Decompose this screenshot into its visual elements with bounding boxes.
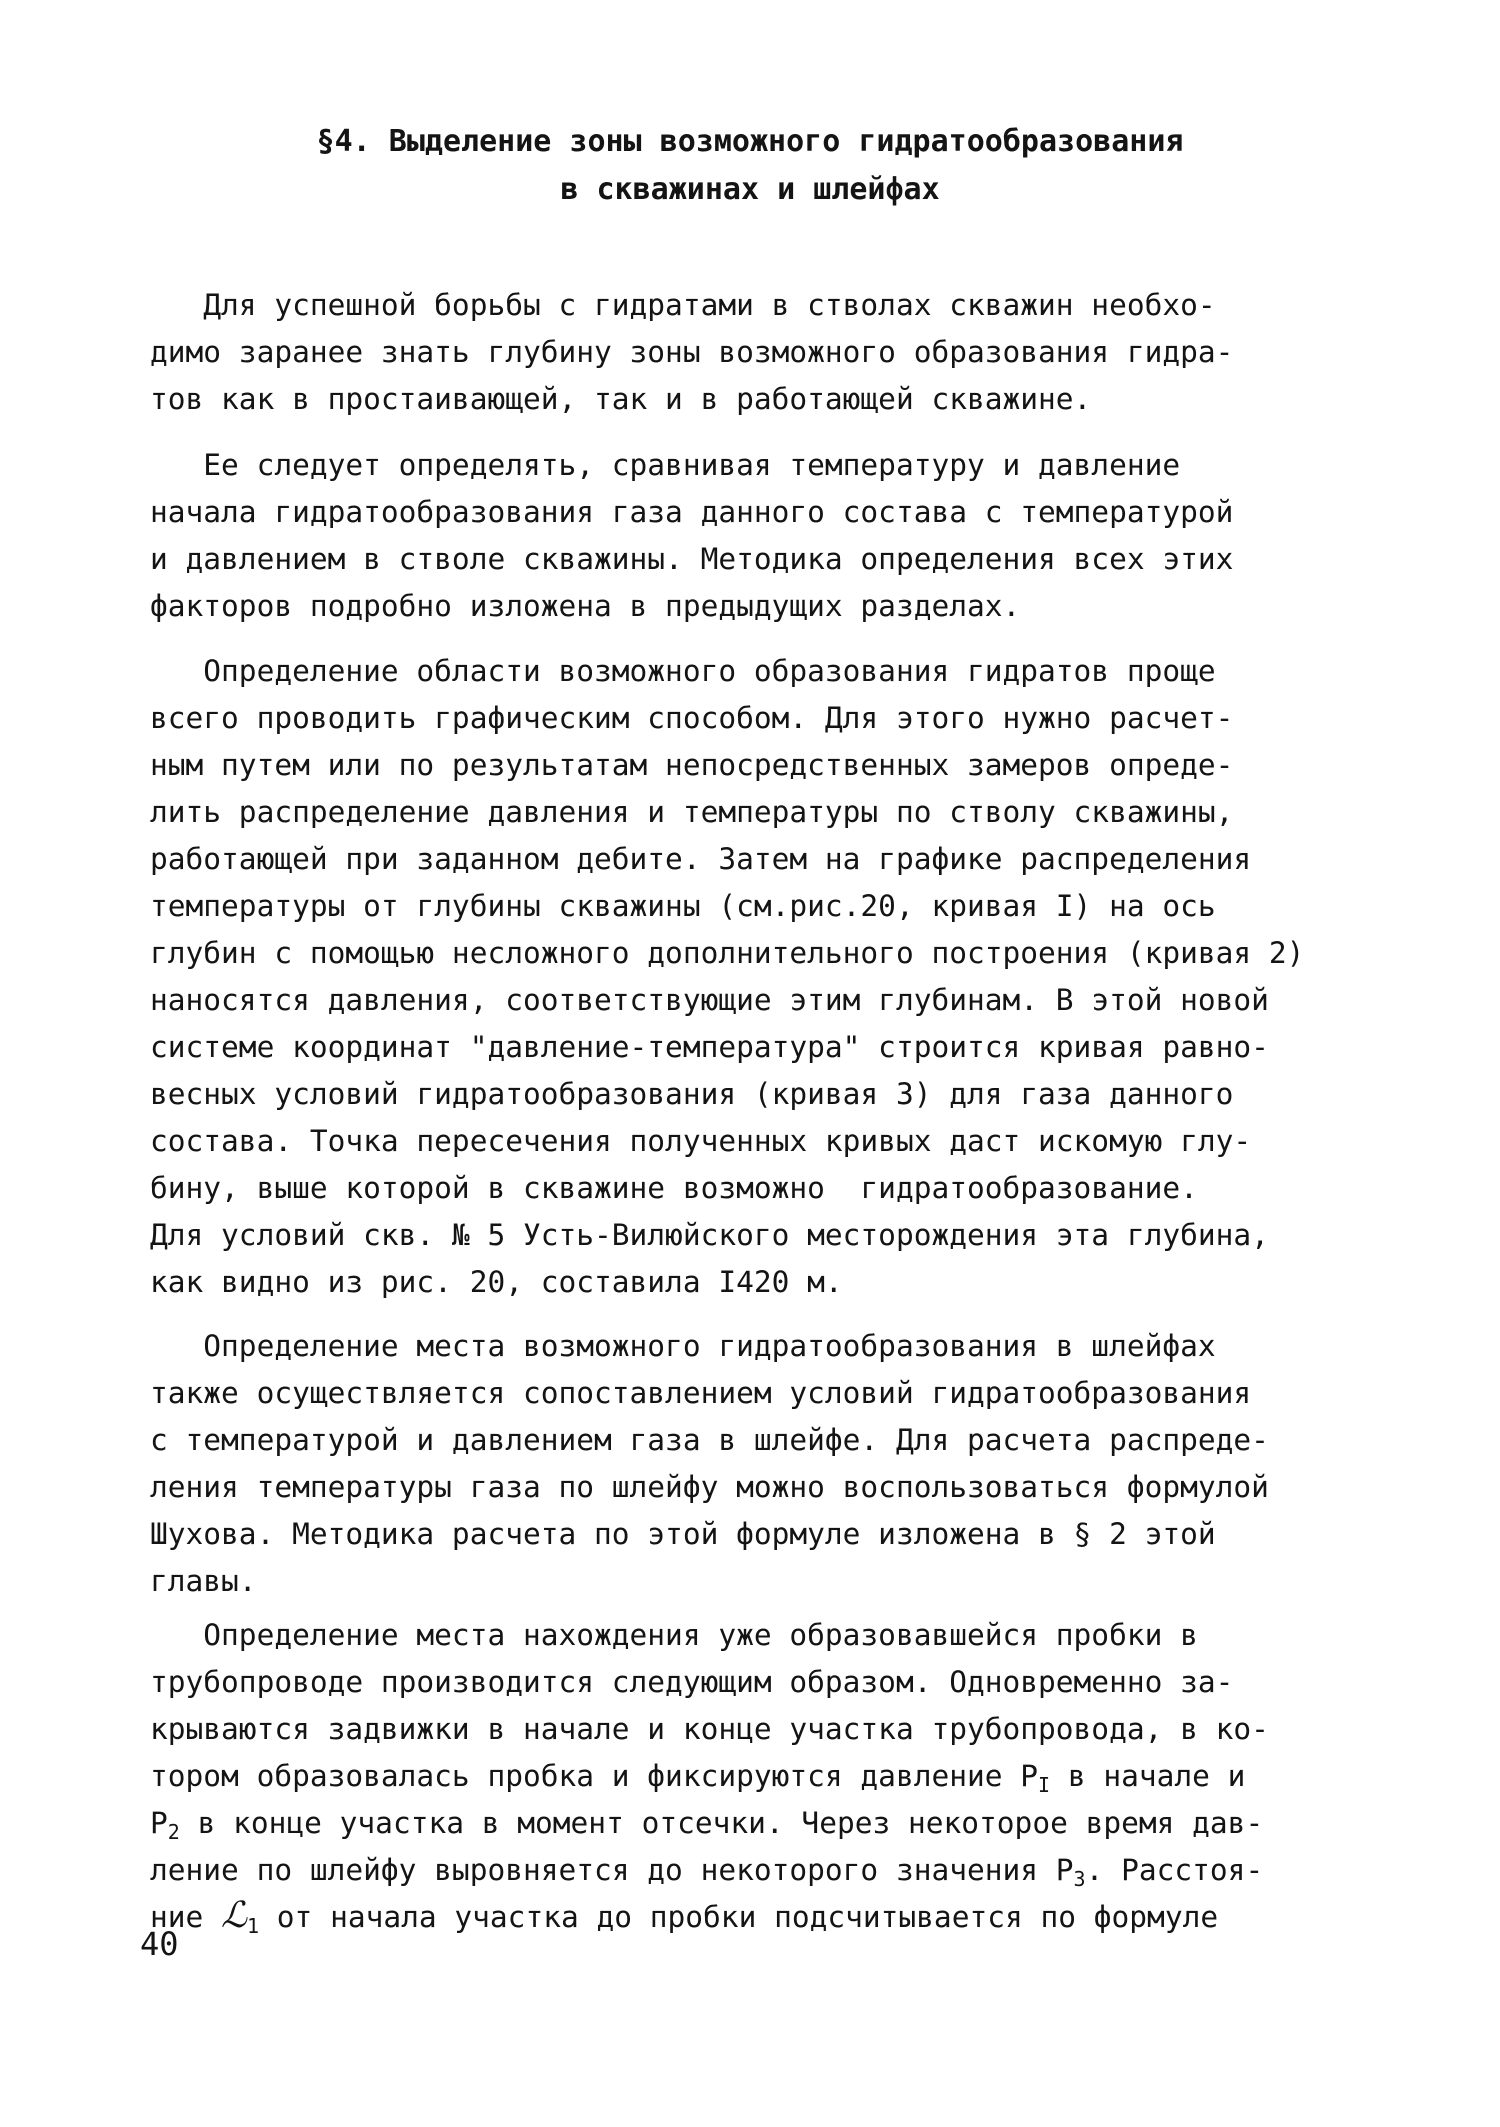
text-line: Определение области возможного образования гидратов проще <box>150 654 1216 688</box>
text-line: ным путем или по результатам непосредственных замеров опреде- <box>150 748 1234 782</box>
text-line: Ее следует определять, сравнивая температуру и давление <box>150 448 1181 482</box>
text-fragment: тором образовалась пробка и фиксируются давление P <box>150 1759 1039 1793</box>
heading-line-1: §4. Выделение зоны возможного гидратообразования <box>316 124 1184 159</box>
paragraph-1 <box>150 282 1380 423</box>
text-fragment: от начала участка до пробки подсчитывается по формуле <box>259 1900 1219 1934</box>
text-line: Определение места возможного гидратообразования в шлейфах <box>150 1329 1216 1363</box>
text-line: наносятся давления, соответствующие этим глубинам. В этой новой <box>150 983 1269 1017</box>
subscript: 2 <box>167 1820 180 1844</box>
text-line: как видно из рис. 20, составила I420 м. <box>150 1265 843 1299</box>
text-line-with-symbol <box>150 1894 1380 1941</box>
text-line: состава. Точка пересечения полученных кривых даст искомую глу- <box>150 1124 1252 1158</box>
text-line: с температурой и давлением газа в шлейфе. Для расчета распреде- <box>150 1423 1269 1457</box>
section-heading <box>0 118 1500 214</box>
text-line: главы. <box>150 1564 257 1598</box>
text-line: факторов подробно изложена в предыдущих разделах. <box>150 589 1021 623</box>
text-line: всего проводить графическим способом. Для этого нужно расчет- <box>150 701 1234 735</box>
text-fragment: в начале и <box>1050 1759 1246 1793</box>
heading-line-2: в скважинах и шлейфах <box>560 172 940 207</box>
text-line: бину, выше которой в скважине возможно гидратообразование. <box>150 1171 1198 1205</box>
text-fragment: ление по шлейфу выровняется до некоторого значения P <box>150 1853 1074 1887</box>
text-line: тов как в простаивающей, так и в работающей скважине. <box>150 382 1092 416</box>
text-line: начала гидратообразования газа данного состава с температурой <box>150 495 1234 529</box>
text-line: крываются задвижки в начале и конце участка трубопровода, в ко- <box>150 1712 1269 1746</box>
paragraph-5 <box>150 1612 1380 1941</box>
text-fragment: . Расстоя- <box>1085 1853 1264 1887</box>
text-line: системе координат "давление-температура" строится кривая равно- <box>150 1030 1269 1064</box>
text-fragment: в конце участка в момент отсечки. Через некоторое время дав- <box>179 1806 1264 1840</box>
script-l-symbol: ℒ <box>221 1895 247 1936</box>
text-line-with-subscript <box>150 1847 1380 1894</box>
paragraph-4 <box>150 1323 1380 1605</box>
text-line: работающей при заданном дебите. Затем на графике распределения <box>150 842 1252 876</box>
text-fragment: ние <box>150 1900 222 1934</box>
paragraph-3 <box>150 648 1380 1306</box>
text-line: и давлением в стволе скважины. Методика определения всех этих <box>150 542 1234 576</box>
text-line: Для условий скв. № 5 Усть-Вилюйского месторождения эта глубина, <box>150 1218 1269 1252</box>
text-line: Для успешной борьбы с гидратами в стволах скважин необхо- <box>150 288 1216 322</box>
text-line: также осуществляется сопоставлением условий гидратообразования <box>150 1376 1252 1410</box>
paragraph-2 <box>150 442 1380 630</box>
subscript: 1 <box>246 1914 260 1938</box>
text-line: ления температуры газа по шлейфу можно воспользоваться формулой <box>150 1470 1269 1504</box>
text-line: трубопроводе производится следующим образом. Одновременно за- <box>150 1665 1234 1699</box>
text-line: весных условий гидратообразования (кривая 3) для газа данного <box>150 1077 1234 1111</box>
text-line: Определение места нахождения уже образовавшейся пробки в <box>150 1618 1198 1652</box>
text-line: димо заранее знать глубину зоны возможного образования гидра- <box>150 335 1234 369</box>
page-number: 40 <box>140 1925 179 1963</box>
text-fragment: P <box>150 1806 168 1840</box>
text-line-with-subscript <box>150 1753 1380 1800</box>
text-line: температуры от глубины скважины (см.рис.20, кривая I) на ось <box>150 889 1216 923</box>
text-line-with-subscript <box>150 1800 1380 1847</box>
subscript: 3 <box>1073 1867 1086 1891</box>
text-line: Шухова. Методика расчета по этой формуле изложена в § 2 этой <box>150 1517 1216 1551</box>
text-line: лить распределение давления и температуры по стволу скважины, <box>150 795 1234 829</box>
subscript: I <box>1038 1773 1051 1797</box>
text-line: глубин с помощью несложного дополнительного построения (кривая 2) <box>150 936 1305 970</box>
